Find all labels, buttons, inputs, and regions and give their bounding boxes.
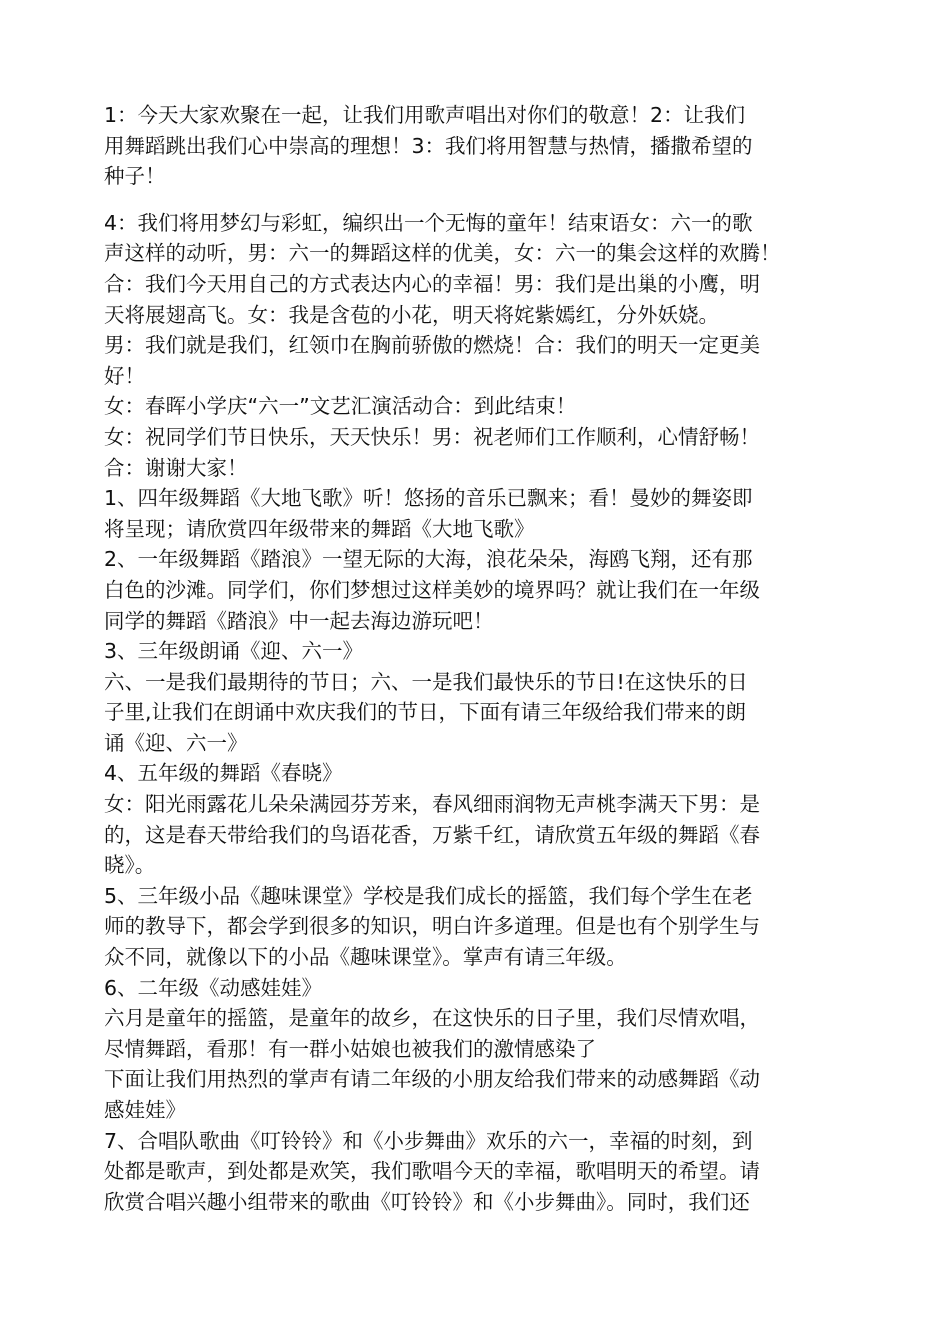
- text-line: 合：我们今天用自己的方式表达内心的幸福！男：我们是出巢的小鹰，明: [104, 271, 760, 296]
- text-line: 天将展翅高飞。女：我是含苞的小花，明天将姹紫嫣红，分外妖娆。: [104, 302, 719, 327]
- text-line: 六月是童年的摇篮，是童年的故乡，在这快乐的日子里，我们尽情欢唱，: [104, 1006, 760, 1031]
- text-line: 晓》。: [104, 853, 156, 878]
- program-items: [104, 483, 862, 1217]
- text-line: 师的教导下，都会学到很多的知识，明白许多道理。但是也有个别学生与: [104, 914, 760, 939]
- text-line: 同学的舞蹈《踏浪》中一起去海边游玩吧！: [104, 608, 494, 633]
- document-body: [104, 100, 862, 1217]
- text-line: 好！: [104, 363, 145, 388]
- text-line: 处都是歌声，到处都是欢笑，我们歌唱今天的幸福，歌唱明天的希望。请: [104, 1159, 760, 1184]
- text-line: 诵《迎、六一》: [104, 730, 248, 755]
- text-line: 合：谢谢大家！: [104, 455, 248, 480]
- text-line: 女：祝同学们节日快乐，天天快乐！男：祝老师们工作顺利，心情舒畅！: [104, 424, 760, 449]
- text-line: 女：阳光雨露花儿朵朵满园芬芳来，春风细雨润物无声桃李满天下男：是: [104, 792, 760, 817]
- text-line: 女：春晖小学庆“六一”文艺汇演活动合：到此结束！: [104, 394, 577, 419]
- text-line: 子里,让我们在朗诵中欢庆我们的节日，下面有请三年级给我们带来的朗: [104, 700, 747, 725]
- program-item-6: 6、二年级《动感娃娃》: [104, 975, 323, 1000]
- text-line: 4：我们将用梦幻与彩虹，编织出一个无悔的童年！结束语女：六一的歌: [104, 210, 753, 235]
- text-line: 下面让我们用热烈的掌声有请二年级的小朋友给我们带来的动感舞蹈《动: [104, 1067, 760, 1092]
- text-line: 众不同，就像以下的小品《趣味课堂》。掌声有请三年级。: [104, 945, 627, 970]
- text-line: 白色的沙滩。同学们，你们梦想过这样美妙的境界吗？就让我们在一年级: [104, 577, 760, 602]
- program-item-7: 7、合唱队歌曲《叮铃铃》和《小步舞曲》欢乐的六一，幸福的时刻，到: [104, 1128, 753, 1153]
- program-item-5: 5、三年级小品《趣味课堂》学校是我们成长的摇篮，我们每个学生在老: [104, 883, 753, 908]
- program-item-2: 2、一年级舞蹈《踏浪》一望无际的大海，浪花朵朵，海鸥飞翔，还有那: [104, 547, 753, 572]
- text-line: 声这样的动听，男：六一的舞蹈这样的优美，女：六一的集会这样的欢腾！: [104, 241, 781, 266]
- text-line: 六、一是我们最期待的节日；六、一是我们最快乐的节日!在这快乐的日: [104, 669, 748, 694]
- text-line: 用舞蹈跳出我们心中崇高的理想！3：我们将用智慧与热情，播撒希望的: [104, 133, 753, 158]
- text-line: 的，这是春天带给我们的鸟语花香，万紫千红，请欣赏五年级的舞蹈《春: [104, 822, 760, 847]
- text-line: 男：我们就是我们，红领巾在胸前骄傲的燃烧！合：我们的明天一定更美: [104, 333, 760, 358]
- text-line: 将呈现；请欣赏四年级带来的舞蹈《大地飞歌》: [104, 516, 535, 541]
- text-line: 种子！: [104, 164, 166, 189]
- text-line: 感娃娃》: [104, 1098, 186, 1122]
- text-line: 欣赏合唱兴趣小组带来的歌曲《叮铃铃》和《小步舞曲》。同时，我们还: [104, 1189, 750, 1214]
- paragraph-opening: [104, 100, 862, 192]
- program-item-3: 3、三年级朗诵《迎、六一》: [104, 639, 364, 664]
- text-line: 尽情舞蹈，看那！有一群小姑娘也被我们的激情感染了: [104, 1036, 596, 1061]
- program-item-4: 4、五年级的舞蹈《春晓》: [104, 761, 343, 786]
- text-line: 1：今天大家欢聚在一起，让我们用歌声唱出对你们的敬意！2：让我们: [104, 103, 746, 127]
- program-item-1: 1、四年级舞蹈《大地飞歌》听！悠扬的音乐已飘来；看！曼妙的舞姿即: [104, 486, 753, 511]
- paragraph-closing: [104, 208, 862, 483]
